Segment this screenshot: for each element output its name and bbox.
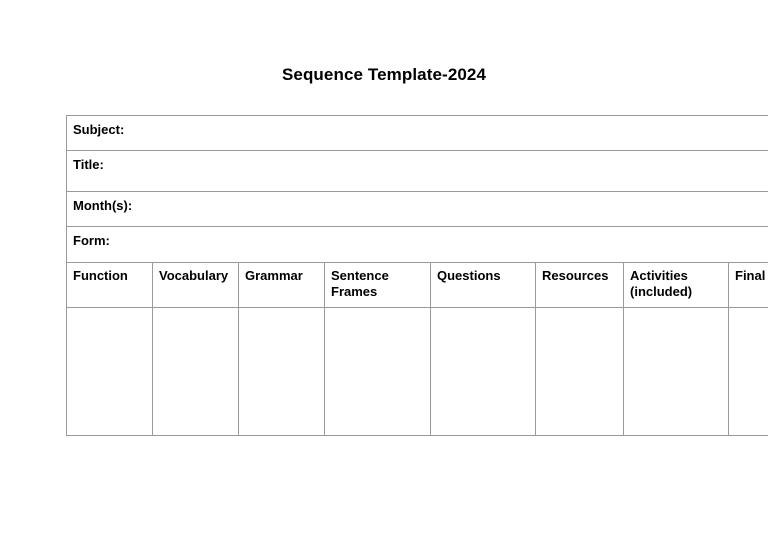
form-label: Form: [73,233,110,248]
title-row [67,151,768,192]
months-row [67,192,768,227]
function-cell[interactable] [67,308,153,436]
subject-row [67,116,768,151]
title-field[interactable] [67,151,768,192]
activities-cell[interactable] [624,308,729,436]
column-header-sentence-frames: Sentence Frames [325,263,431,308]
sentence-frames-cell[interactable] [325,308,431,436]
page-title: Sequence Template-2024 [281,65,487,84]
column-header-vocabulary: Vocabulary [153,263,239,308]
sequence-table [66,115,768,436]
table-row [67,308,768,436]
column-header-function: Function [67,263,153,308]
title-label: Title: [73,157,104,172]
column-header-grammar: Grammar [239,263,325,308]
column-header-questions: Questions [431,263,536,308]
subject-field[interactable] [67,116,768,151]
column-header-final: Final [729,263,768,308]
column-header-resources: Resources [536,263,624,308]
column-header-activities: Activities (included) [624,263,729,308]
subject-label: Subject: [73,122,125,137]
resources-cell[interactable] [536,308,624,436]
months-label: Month(s): [73,198,133,213]
final-cell[interactable] [729,308,768,436]
form-field[interactable] [67,227,768,263]
column-header-row [67,263,768,308]
grammar-cell[interactable] [239,308,325,436]
vocabulary-cell[interactable] [153,308,239,436]
months-field[interactable] [67,192,768,227]
form-row [67,227,768,263]
questions-cell[interactable] [431,308,536,436]
